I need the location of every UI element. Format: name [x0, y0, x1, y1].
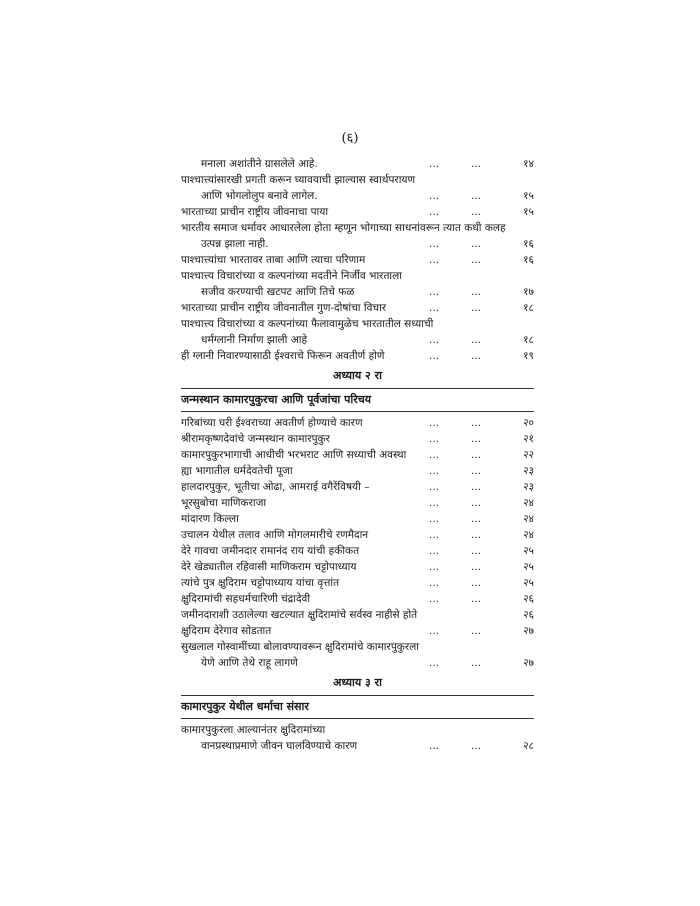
- toc-entry-title: श्रीरामकृष्णदेवांचे जन्मस्थान कामारपुकुर: [181, 433, 330, 445]
- toc-entry-title: सुखलाल गोस्वामींच्या बोलावण्यावरून क्षुदिरामांचे कामारपुकुरला: [181, 641, 419, 653]
- toc-entry-dots: ...: [429, 238, 440, 250]
- toc-entry-dots: ...: [429, 417, 440, 429]
- toc-entry: [181, 463, 534, 479]
- toc-entry-title: मनाला अशांतीने ग्रासलेले आहे.: [201, 158, 318, 170]
- toc-entry-page: २५: [523, 561, 534, 573]
- toc-entry-page: २१: [523, 433, 534, 445]
- chapter-heading-2: अध्याय २ रा: [181, 364, 534, 389]
- toc-entry-dots: ...: [471, 302, 482, 314]
- toc-entry: [181, 415, 534, 431]
- toc-entry-dots: ...: [471, 158, 482, 170]
- toc-entry-title: कामारपुकुरला आल्यानंतर क्षुदिरामांच्या: [181, 724, 326, 736]
- toc-entry-dots: ...: [471, 238, 482, 250]
- toc-entry-dots: ...: [429, 350, 440, 362]
- toc-entry: [181, 527, 534, 543]
- toc-entry-title: जमीनदाराशी उठालेल्या खटल्यात क्षुदिरामांचे सर्वस्व नाहीसे होते: [181, 609, 418, 621]
- toc-entry-title: ह्या भागातील धर्मदेवतेची पूजा: [181, 465, 293, 477]
- toc-entry-dots: ...: [471, 449, 482, 461]
- toc-entry-dots: ...: [429, 513, 440, 525]
- toc-entry-title: वानप्रस्थाप्रमाणे जीवन घालविण्याचे कारण: [201, 740, 358, 752]
- toc-entry: [181, 511, 534, 527]
- toc-entry-page: १६: [523, 238, 534, 250]
- toc-entry-title: त्यांचे पुत्र क्षुदिराम चट्टोपाध्याय यांचा वृत्तांत: [181, 577, 340, 589]
- toc-entry-title: पाश्चात्त्य विचारांच्या व कल्पनांच्या मदतीने निर्जीव भारताला: [181, 270, 402, 282]
- toc-entry-dots: ...: [429, 449, 440, 461]
- toc-entry-page: १७: [523, 286, 534, 298]
- toc-entry-page: २६: [523, 609, 534, 621]
- toc-entry: [181, 172, 534, 188]
- toc-entry: [181, 655, 534, 671]
- toc-section-intro: [181, 156, 534, 364]
- toc-entry: [181, 495, 534, 511]
- toc-entry-title: हालदारपुकुर, भूतीचा ओढा, आमराई वगैरेंविषयी –: [181, 481, 370, 493]
- toc-entry: [181, 236, 534, 252]
- toc-entry-dots: ...: [429, 593, 440, 605]
- toc-entry-dots: ...: [429, 334, 440, 346]
- toc-entry-dots: ...: [429, 625, 440, 637]
- toc-entry-title: भारताच्या प्राचीन राष्ट्रीय जीवनातील गुण-दोषांचा विचार: [181, 302, 387, 314]
- toc-entry-dots: ...: [429, 302, 440, 314]
- chapter-subheading-3: कामारपुकुर येथील धर्माचा संसार: [181, 696, 534, 719]
- toc-entry-dots: ...: [429, 497, 440, 509]
- toc-entry-dots: ...: [471, 286, 482, 298]
- toc-entry: [181, 284, 534, 300]
- toc-entry-dots: ...: [429, 657, 440, 669]
- toc-entry-page: १८: [523, 334, 534, 346]
- toc-entry-page: १५: [523, 190, 534, 202]
- toc-entry-dots: ...: [471, 417, 482, 429]
- toc-entry-title: देरे गावचा जमीनदार रामानंद राय यांची हकीकत: [181, 545, 360, 557]
- toc-entry-title: पाश्चात्त्यांचा भारतावर ताबा आणि त्याचा परिणाम: [181, 254, 366, 266]
- toc-entry-dots: ...: [471, 545, 482, 557]
- toc-entry-page: २५: [523, 545, 534, 557]
- toc-entry-title: क्षुदिरामांची सहधर्मचारिणी चंद्रादेवी: [181, 593, 311, 605]
- toc-entry-dots: ...: [429, 545, 440, 557]
- table-of-contents: [181, 156, 534, 754]
- toc-entry-dots: ...: [429, 481, 440, 493]
- toc-entry-dots: ...: [429, 740, 440, 752]
- toc-entry-title: भारताच्या प्राचीन राष्ट्रीय जीवनाचा पाया: [181, 206, 329, 218]
- toc-section-chapter-2: [181, 415, 534, 671]
- toc-entry-dots: ...: [471, 206, 482, 218]
- toc-entry-title: पाश्चात्त्यांसारखी प्रगती करून घ्यावयाची झाल्यास स्वार्थपरायण: [181, 174, 416, 186]
- toc-entry: [181, 252, 534, 268]
- toc-entry-page: २८: [523, 740, 534, 752]
- toc-entry: [181, 738, 534, 754]
- toc-entry-dots: ...: [471, 350, 482, 362]
- toc-entry-page: १४: [523, 158, 534, 170]
- toc-entry: [181, 431, 534, 447]
- toc-entry-page: २०: [523, 417, 534, 429]
- toc-entry-page: २३: [523, 481, 534, 493]
- toc-entry-dots: ...: [471, 334, 482, 346]
- toc-entry-page: १९: [523, 350, 534, 362]
- page-number: (६): [341, 131, 359, 146]
- toc-entry: [181, 639, 534, 655]
- toc-entry: [181, 300, 534, 316]
- toc-entry-dots: ...: [429, 433, 440, 445]
- toc-entry-title: उचालन येथील तलाव आणि मोगलमारीचे रणमैदान: [181, 529, 369, 541]
- toc-section-chapter-3: [181, 722, 534, 754]
- toc-entry-dots: ...: [471, 433, 482, 445]
- toc-entry-dots: ...: [471, 577, 482, 589]
- toc-entry: [181, 332, 534, 348]
- toc-entry: [181, 204, 534, 220]
- toc-entry-title: क्षुदिराम देरेगाव सोडतात: [181, 625, 272, 637]
- toc-entry-page: १५: [523, 206, 534, 218]
- toc-entry: [181, 479, 534, 495]
- toc-entry-title: गरिबांच्या घरी ईश्वराच्या अवतीर्ण होण्याचे कारण: [181, 417, 363, 429]
- toc-entry-title: येणे आणि तेथे राहू लागणे: [201, 657, 298, 669]
- toc-entry: [181, 447, 534, 463]
- toc-entry-dots: ...: [471, 625, 482, 637]
- toc-entry-dots: ...: [429, 254, 440, 266]
- toc-entry-dots: ...: [429, 577, 440, 589]
- toc-entry-dots: ...: [471, 497, 482, 509]
- toc-entry-dots: ...: [471, 190, 482, 202]
- toc-entry-dots: ...: [471, 657, 482, 669]
- toc-entry-title: उत्पन्न झाला नाही.: [201, 238, 269, 250]
- toc-entry-title: धर्मग्लानी निर्माण झाली आहे: [201, 334, 308, 346]
- toc-entry-dots: ...: [429, 561, 440, 573]
- toc-entry-dots: ...: [471, 593, 482, 605]
- toc-entry: [181, 591, 534, 607]
- toc-entry-dots: ...: [429, 190, 440, 202]
- toc-entry-page: २३: [523, 465, 534, 477]
- toc-entry-title: देरे खेड्यातील रहिवासी माणिकराम चट्टोपाध्याय: [181, 561, 357, 573]
- toc-entry: [181, 575, 534, 591]
- toc-entry-dots: ...: [429, 529, 440, 541]
- toc-entry-dots: ...: [471, 561, 482, 573]
- toc-entry-page: २७: [523, 657, 534, 669]
- toc-entry-title: कामारपुकुरभागाची आधीची भरभराट आणि सध्याची अवस्था: [181, 449, 407, 461]
- chapter-heading-3: अध्याय ३ रा: [181, 671, 534, 696]
- toc-entry-title: सजीव करण्याची खटपट आणि तिचे फळ: [201, 286, 355, 298]
- toc-entry: [181, 220, 534, 236]
- chapter-subheading-2: जन्मस्थान कामारपुकुरचा आणि पूर्वजांचा परिचय: [181, 389, 534, 412]
- toc-entry-dots: ...: [471, 529, 482, 541]
- toc-entry-page: २७: [523, 625, 534, 637]
- toc-entry-dots: ...: [429, 206, 440, 218]
- toc-entry: [181, 623, 534, 639]
- toc-entry-dots: ...: [429, 465, 440, 477]
- toc-entry-page: २४: [523, 497, 534, 509]
- toc-entry: [181, 188, 534, 204]
- toc-entry-page: २२: [523, 449, 534, 461]
- toc-entry: [181, 316, 534, 332]
- toc-entry-title: पाश्चात्त्य विचारांच्या व कल्पनांच्या फैलावामुळेच भारतातील सध्याची: [181, 318, 434, 330]
- toc-entry-page: २४: [523, 529, 534, 541]
- toc-entry-page: १६: [523, 254, 534, 266]
- toc-entry: [181, 348, 534, 364]
- toc-entry-page: २४: [523, 513, 534, 525]
- toc-entry-dots: ...: [471, 513, 482, 525]
- toc-entry-title: आणि भोगलोलुप बनावे लागेल.: [201, 190, 318, 202]
- toc-entry-title: भारतीय समाज धर्मावर आधारलेला होता म्हणून भोगाच्या साधनांवरून त्यात कधी कलह: [181, 222, 506, 234]
- toc-entry-title: भूरसुबोचा माणिकराजा: [181, 497, 267, 509]
- toc-entry-dots: ...: [429, 158, 440, 170]
- toc-entry: [181, 559, 534, 575]
- toc-entry: [181, 543, 534, 559]
- toc-entry-dots: ...: [429, 286, 440, 298]
- toc-entry: [181, 156, 534, 172]
- toc-entry-page: २६: [523, 593, 534, 605]
- toc-entry-dots: ...: [471, 465, 482, 477]
- toc-entry: [181, 268, 534, 284]
- toc-entry-title: मांदारण किल्ला: [181, 513, 239, 525]
- toc-entry-title: ही ग्लानी निवारण्यासाठी ईश्वराचे फिरून अवतीर्ण होणे: [181, 350, 385, 362]
- toc-entry-page: २५: [523, 577, 534, 589]
- toc-entry: [181, 607, 534, 623]
- toc-entry-dots: ...: [471, 254, 482, 266]
- toc-entry-page: १८: [523, 302, 534, 314]
- toc-entry-dots: ...: [471, 481, 482, 493]
- toc-entry: [181, 722, 534, 738]
- toc-entry-dots: ...: [471, 740, 482, 752]
